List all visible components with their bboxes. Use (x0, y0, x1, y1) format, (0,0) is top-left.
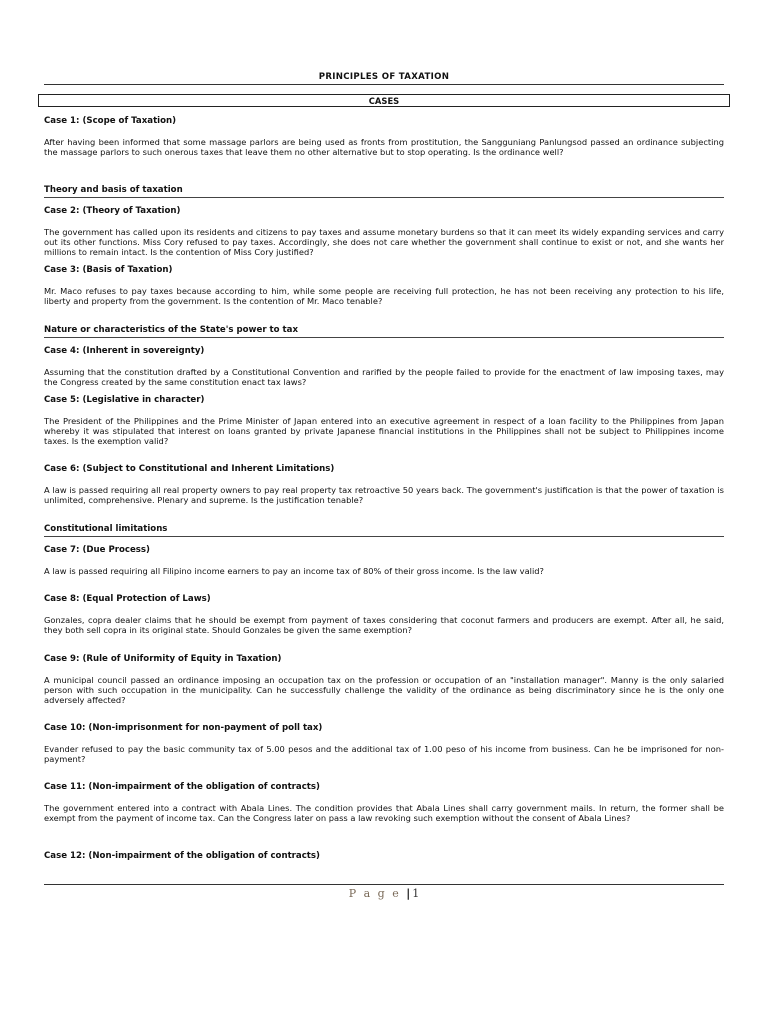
case-heading: Case 7: (Due Process) (44, 545, 150, 555)
case-8 (44, 594, 724, 635)
page-word: P a g e (348, 887, 401, 900)
case-text: Assuming that the constitution drafted by a Constitutional Convention and rarified by the people failed to provide for the enactment of law imposing taxes, may the Congress created by the same constitution enact tax laws? (44, 367, 724, 387)
case-1 (44, 116, 724, 157)
case-text: A law is passed requiring all real property owners to pay real property tax retroactive 50 years back. The government's justification is that the power of taxation is unlimited, comprehensive. Plenary and supreme. Is the justification tenable? (44, 485, 724, 505)
section-heading: Constitutional limitations (44, 524, 168, 534)
section-rule (44, 536, 724, 537)
section-heading: Theory and basis of taxation (44, 185, 183, 195)
case-heading: Case 9: (Rule of Uniformity of Equity in Taxation) (44, 654, 282, 664)
case-text: The government has called upon its residents and citizens to pay taxes and assume monetary burdens so that it can meet its widely expanding services and carry out its other functions. Miss Cory refused to pay taxes. Accordingly, she does not care whether the government shall continue to exist or not, and she wants her millions to remain intact. Is the contention of Miss Cory justified? (44, 227, 724, 257)
cases-header-box: CASES (38, 94, 730, 107)
case-text: The government entered into a contract with Abala Lines. The condition provides that Abala Lines shall carry government mails. In return, the former shall be exempt from the payment of income tax. Can the Congress later on pass a law revoking such exemption without the consent of Abala Lines? (44, 803, 724, 823)
case-heading: Case 5: (Legislative in character) (44, 395, 205, 405)
section-theory-basis (44, 185, 724, 196)
section-nature (44, 325, 724, 336)
case-text: Gonzales, copra dealer claims that he should be exempt from payment of taxes considering that coconut farmers and producers are exempt. After all, he said, they both sell copra in its original state. Should Gonzales be given the same exemption? (44, 615, 724, 635)
section-heading: Nature or characteristics of the State's power to tax (44, 325, 299, 335)
section-rule (44, 337, 724, 338)
page-title: PRINCIPLES OF TAXATION (318, 72, 450, 82)
case-3 (44, 265, 724, 306)
case-2 (44, 206, 724, 257)
section-rule (44, 197, 724, 198)
case-text: After having been informed that some massage parlors are being used as fronts from prostitution, the Sangguniang Panlungsod passed an ordinance subjecting the massage parlors to such onerous taxes that leave them no other alternative but to stop operating. Is the ordinance well? (44, 137, 724, 157)
case-text: The President of the Philippines and the Prime Minister of Japan entered into an executive agreement in respect of a loan facility to the Philippines from Japan whereby it was stipulated that interest on loans granted by private Japanese financial institutions in the Philippines shall not be subject to Philippines income taxes. Is the exemption valid? (44, 416, 724, 446)
title-rule (44, 84, 724, 85)
case-heading: Case 12: (Non-impairment of the obligation of contracts) (44, 851, 320, 861)
page-footer (44, 887, 724, 900)
case-heading: Case 11: (Non-impairment of the obligation of contracts) (44, 782, 320, 792)
case-heading: Case 1: (Scope of Taxation) (44, 116, 177, 126)
footer-rule (44, 884, 724, 885)
case-9 (44, 654, 724, 705)
page-number: 1 (412, 887, 420, 900)
case-heading: Case 8: (Equal Protection of Laws) (44, 594, 211, 604)
case-heading: Case 4: (Inherent in sovereignty) (44, 346, 205, 356)
case-text: A municipal council passed an ordinance imposing an occupation tax on the profession or occupation of an "installation manager". Manny is the only salaried person with such occupation in the municipality. Can he successfully challenge the validity of the ordinance as being discriminatory since he is the only one adversely affected? (44, 675, 724, 705)
case-heading: Case 10: (Non-imprisonment for non-payment of poll tax) (44, 723, 323, 733)
case-12 (44, 851, 724, 862)
case-heading: Case 3: (Basis of Taxation) (44, 265, 173, 275)
case-text: Mr. Maco refuses to pay taxes because according to him, while some people are receiving full protection, he has not been receiving any protection to his life, liberty and property from the government. Is the contention of Mr. Maco tenable? (44, 286, 724, 306)
case-text: A law is passed requiring all Filipino income earners to pay an income tax of 80% of their gross income. Is the law valid? (44, 566, 544, 576)
case-text: Evander refused to pay the basic community tax of 5.00 pesos and the additional tax of 1.00 peso of his income from business. Can he be imprisoned for non-payment? (44, 744, 724, 764)
case-7 (44, 545, 724, 576)
case-10 (44, 723, 724, 764)
case-4 (44, 346, 724, 387)
case-11 (44, 782, 724, 823)
section-constitutional-limitations (44, 524, 724, 535)
page-separator: | (406, 887, 411, 900)
case-6 (44, 464, 724, 505)
case-heading: Case 2: (Theory of Taxation) (44, 206, 181, 216)
case-5 (44, 395, 724, 446)
case-heading: Case 6: (Subject to Constitutional and Inherent Limitations) (44, 464, 335, 474)
